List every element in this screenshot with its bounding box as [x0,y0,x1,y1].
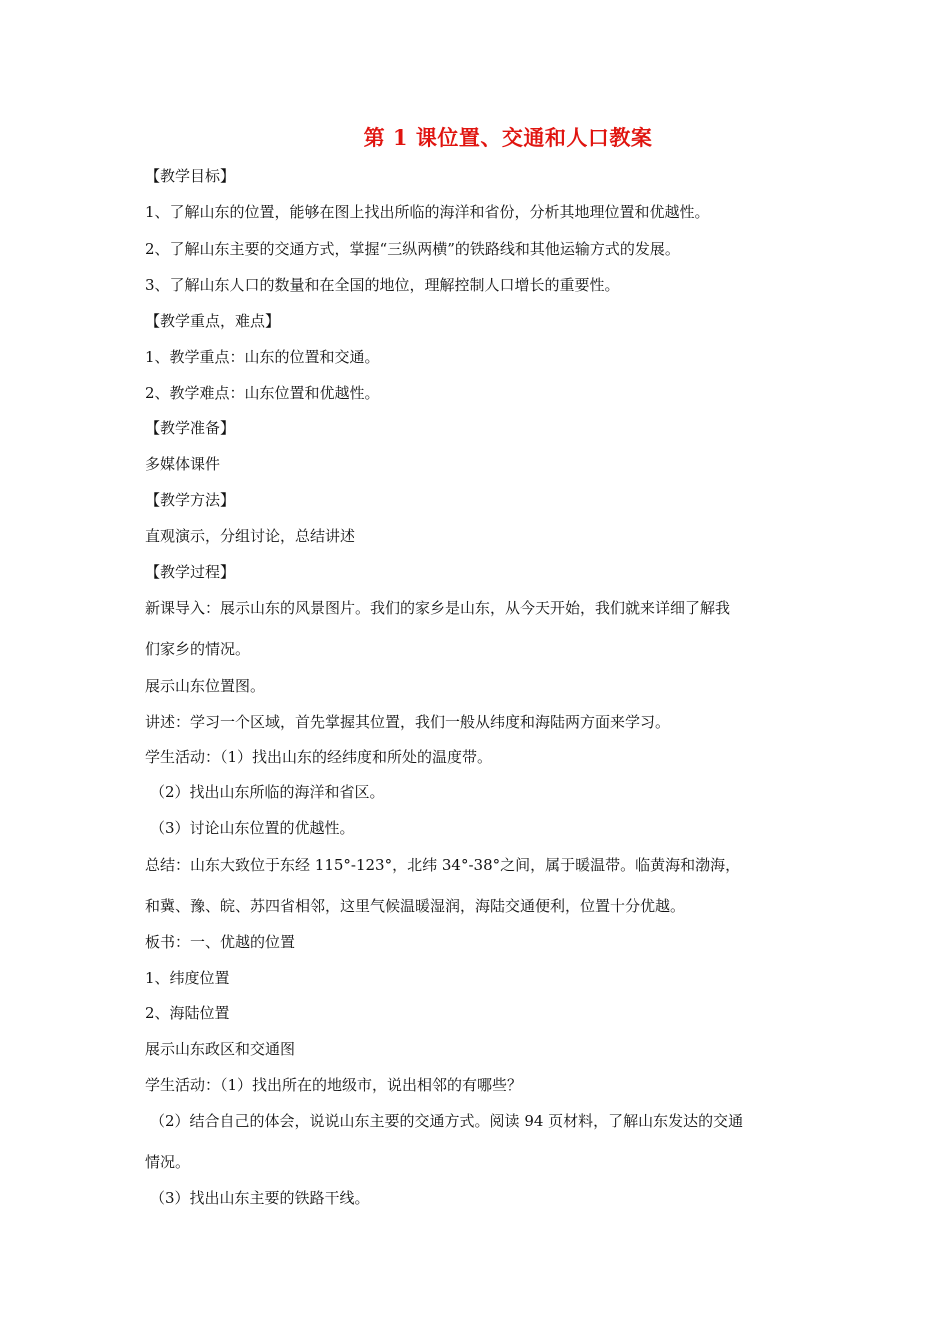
paragraph-line: （2）结合自己的体会，说说山东主要的交通方式。阅读 94 页材料，了解山东发达的交通 [150,1112,744,1130]
paragraph-line: 讲述：学习一个区域，首先掌握其位置，我们一般从纬度和海陆两方面来学习。 [145,713,671,731]
paragraph-line: （3）找出山东主要的铁路干线。 [150,1189,370,1207]
document-title: 第 1 课位置、交通和人口教案 [363,125,653,150]
paragraph-line: （2）找出山东所临的海洋和省区。 [150,783,385,801]
heading-methods: 【教学方法】 [145,491,236,509]
paragraph-line: 们家乡的情况。 [145,640,251,658]
heading-objectives: 【教学目标】 [145,167,236,185]
heading-key-points: 【教学重点，难点】 [145,312,281,330]
paragraph-line: 直观演示，分组讨论，总结讲述 [145,527,356,545]
paragraph-line: 情况。 [145,1153,191,1171]
paragraph-line: 1、纬度位置 [145,969,230,987]
heading-preparation: 【教学准备】 [145,419,236,437]
paragraph-line: 1、教学重点：山东的位置和交通。 [145,348,380,366]
paragraph-line: 2、海陆位置 [145,1004,230,1022]
paragraph-line: 新课导入：展示山东的风景图片。我们的家乡是山东，从今天开始，我们就来详细了解我 [145,599,731,617]
paragraph-line: 展示山东政区和交通图 [145,1040,296,1058]
paragraph-line: 和冀、豫、皖、苏四省相邻，这里气候温暖湿润，海陆交通便利，位置十分优越。 [145,897,686,915]
paragraph-line: 多媒体课件 [145,455,221,473]
paragraph-line: 总结：山东大致位于东经 115°-123°，北纬 34°-38°之间，属于暖温带。临黄海和渤海， [145,856,741,874]
paragraph-line: （3）讨论山东位置的优越性。 [150,819,355,837]
paragraph-line: 2、教学难点：山东位置和优越性。 [145,384,380,402]
paragraph-line: 3、了解山东人口的数量和在全国的地位，理解控制人口增长的重要性。 [145,276,620,294]
paragraph-line: 1、了解山东的位置，能够在图上找出所临的海洋和省份，分析其地理位置和优越性。 [145,203,710,221]
paragraph-line: 学生活动：（1）找出所在的地级市，说出相邻的有哪些？ [145,1076,523,1094]
paragraph-line: 学生活动：（1）找出山东的经纬度和所处的温度带。 [145,748,493,766]
heading-process: 【教学过程】 [145,563,236,581]
paragraph-line: 2、了解山东主要的交通方式，掌握“三纵两横”的铁路线和其他运输方式的发展。 [145,240,680,258]
paragraph-line: 板书：一、优越的位置 [145,933,296,951]
paragraph-line: 展示山东位置图。 [145,677,266,695]
